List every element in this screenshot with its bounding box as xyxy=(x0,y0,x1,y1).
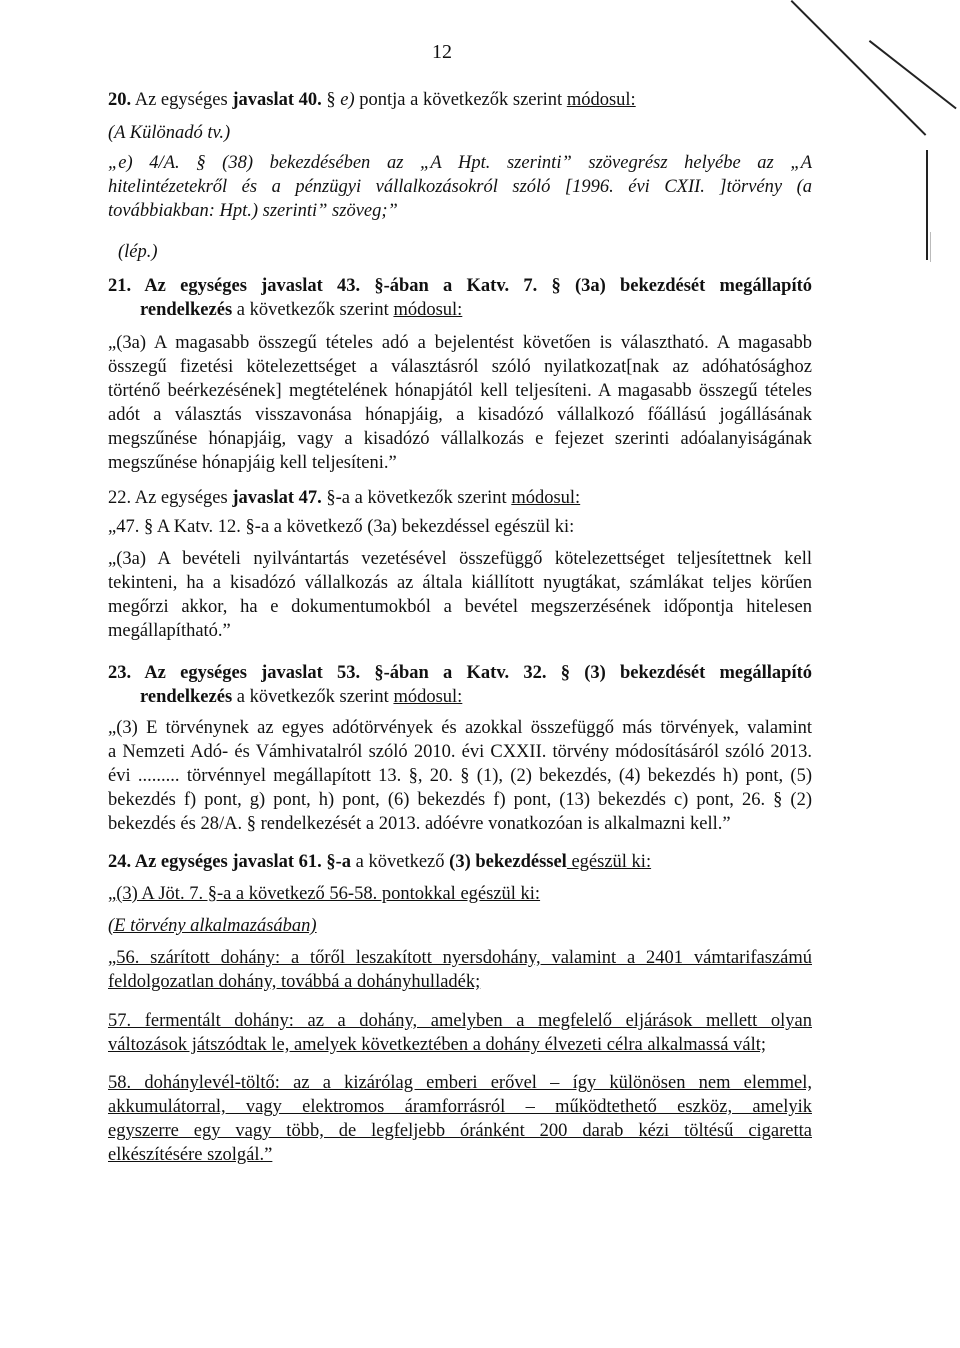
item-21-heading-2 xyxy=(140,298,462,322)
item-22-h-d: módosul: xyxy=(511,488,581,508)
item-20-text-b: javaslat 40. xyxy=(232,90,322,110)
item-23-line-1: „(3) E törvénynek az egyes adótörvények és azokkal összefüggő más törvények, valamint xyxy=(108,718,812,738)
point-58-line-2: akkumulátorral, vagy elektromos áramforrásról – működtethető eszköz, amelyik xyxy=(108,1097,812,1117)
item-23-paragraph xyxy=(108,716,812,836)
item-20-number: 20. xyxy=(108,90,132,110)
item-22-line-2: tekinteni, ha a kisadózó vállalkozás az általa kiállított nyugtákat, számlákat teljes körűen xyxy=(108,573,812,593)
item-22-heading xyxy=(108,486,580,510)
point-57 xyxy=(108,1009,812,1057)
item-21-line-4: adót a választás visszavonása hónapjáig, a kisadózó vállalkozó főállású jogállásának xyxy=(108,405,812,425)
corner-stroke-2 xyxy=(869,40,957,109)
item-24-line-1: „(3) A Jöt. 7. §-a a következő 56-58. pontokkal egészül ki: xyxy=(108,884,541,904)
item-22-line-1: „(3a) A bevételi nyilvántartás vezetésével összefüggő kötelezettséget teljesítettnek kell xyxy=(108,549,812,569)
point-56-line-2: feldolgozatlan dohány, továbbá a dohányhulladék; xyxy=(108,972,481,992)
item-22-paragraph xyxy=(108,547,812,643)
item-20-text-d: e) xyxy=(340,90,355,110)
item-20-line-1: „e) 4/A. § (38) bekezdésében az „A Hpt. szerinti” szövegrész helyébe az „A xyxy=(108,153,812,173)
item-20-line-2: hitelintézetekről és a pénzügyi vállalkozásokról szóló [1996. évi CXII. ]törvény (a xyxy=(108,177,812,197)
item-22-h-b: javaslat 47. xyxy=(232,488,322,508)
item-24-h-d: egészül ki: xyxy=(566,852,652,872)
point-56 xyxy=(108,946,812,994)
margin-bar xyxy=(926,150,928,260)
point-56-line-1: „56. szárított dohány: a tőről leszakított nyersdohány, valamint a 2401 vámtarifaszámú xyxy=(108,948,812,968)
margin-bar-faint xyxy=(930,232,931,262)
item-22-line: „47. § A Katv. 12. §-a a következő (3a) bekezdéssel egészül ki: xyxy=(108,517,575,537)
item-20-text-c: § xyxy=(321,90,341,110)
item-21-line-3: történő beérkezésének] megtételének hónapjától kell teljesíteni. A magasabb összegű tételes xyxy=(108,381,812,401)
item-21-paragraph xyxy=(108,331,812,475)
point-58 xyxy=(108,1071,812,1167)
item-23-heading-2 xyxy=(140,685,462,709)
item-20-text-a: Az egységes xyxy=(134,90,233,110)
item-22-line-4: megállapítható.” xyxy=(108,621,231,641)
item-21-heading-1: 21. Az egységes javaslat 43. §-ában a Katv. 7. § (3a) bekezdését megállapító xyxy=(108,276,812,296)
item-24-line-2: (E törvény alkalmazásában) xyxy=(108,916,317,936)
item-20-act-ref: (A Különadó tv.) xyxy=(108,123,231,143)
item-23-h2-c: módosul: xyxy=(393,687,463,707)
item-23-line-4: bekezdés f) pont, g) pont, h) pont, (6) bekezdés f) pont, (13) bekezdés c) pont, 26. § (2) xyxy=(108,790,812,810)
item-21-line-6: megszűnése hónapjáig kell teljesíteni.” xyxy=(108,453,397,473)
item-21-h2-b: a következők szerint xyxy=(232,300,394,320)
item-22-h-a: 22. Az egységes xyxy=(108,488,233,508)
item-22-h-c: §-a a következők szerint xyxy=(321,488,512,508)
item-21-line-5: megszűnése hónapjáig, vagy a kisadózó vállalkozás e fejezet szerinti adóalanyiságának xyxy=(108,429,812,449)
point-57-line-2: változások játszódtak le, amelyek következtében a dohány élvezeti célra alkalmassá vált; xyxy=(108,1035,767,1055)
item-20-line-3: továbbiakban: Hpt.) szerinti” szöveg;” xyxy=(108,201,398,221)
item-23-line-5: bekezdés és 28/A. § rendelkezését a 2013. adóévre vonatkozóan is alkalmazni kell.” xyxy=(108,814,731,834)
item-24-h-c: (3) bekezdéssel xyxy=(449,852,567,872)
item-20-heading xyxy=(108,88,636,112)
point-58-line-4: elkészítésére szolgál.” xyxy=(108,1145,273,1165)
page-number: 12 xyxy=(432,41,452,63)
item-20-paragraph xyxy=(108,151,812,223)
item-23-h2-b: a következők szerint xyxy=(232,687,394,707)
item-20-lep: (lép.) xyxy=(118,242,158,262)
item-23-heading-1: 23. Az egységes javaslat 53. §-ában a Katv. 32. § (3) bekezdését megállapító xyxy=(108,663,812,683)
item-24-heading xyxy=(108,850,651,874)
point-58-line-1: 58. dohánylevél-töltő: az a kizárólag emberi erővel – így különösen nem elemmel, xyxy=(108,1073,812,1093)
item-23-line-2: a Nemzeti Adó- és Vámhivatalról szóló 2010. évi CXXII. törvény módosításáról szóló 2013. xyxy=(108,742,812,762)
point-58-line-3: egyszerre egy vagy több, de legfeljebb óránként 200 darab kézi töltésű cigaretta xyxy=(108,1121,812,1141)
item-24-h-a: 24. Az egységes javaslat 61. §-a xyxy=(108,852,352,872)
item-21-line-1: „(3a) A magasabb összegű tételes adó a bejelentést követően is választható. A magasabb xyxy=(108,333,812,353)
point-57-line-1: 57. fermentált dohány: az a dohány, amelyben a megfelelő eljárások mellett olyan xyxy=(108,1011,812,1031)
item-20-text-f: módosul: xyxy=(566,90,636,110)
item-21-h2-c: módosul: xyxy=(393,300,463,320)
item-22-line-3: megőrzi akkor, ha e dokumentumokból a bevétel megszerzésének időpontja hitelesen xyxy=(108,597,812,617)
item-23-h2-a: rendelkezés xyxy=(140,687,233,707)
item-21-h2-a: rendelkezés xyxy=(140,300,233,320)
item-21-line-2: összegű fizetési kötelezettséget a választásról szóló nyilatkozat[nak az adóhatósághoz xyxy=(108,357,812,377)
item-24-h-b: a következő xyxy=(351,852,450,872)
item-20-text-e: pontja a következők szerint xyxy=(354,90,567,110)
item-23-line-3: évi ......... törvénnyel megállapított 13. §, 20. § (1), (2) bekezdés, (4) bekezdés h) pont, (5) xyxy=(108,766,812,786)
